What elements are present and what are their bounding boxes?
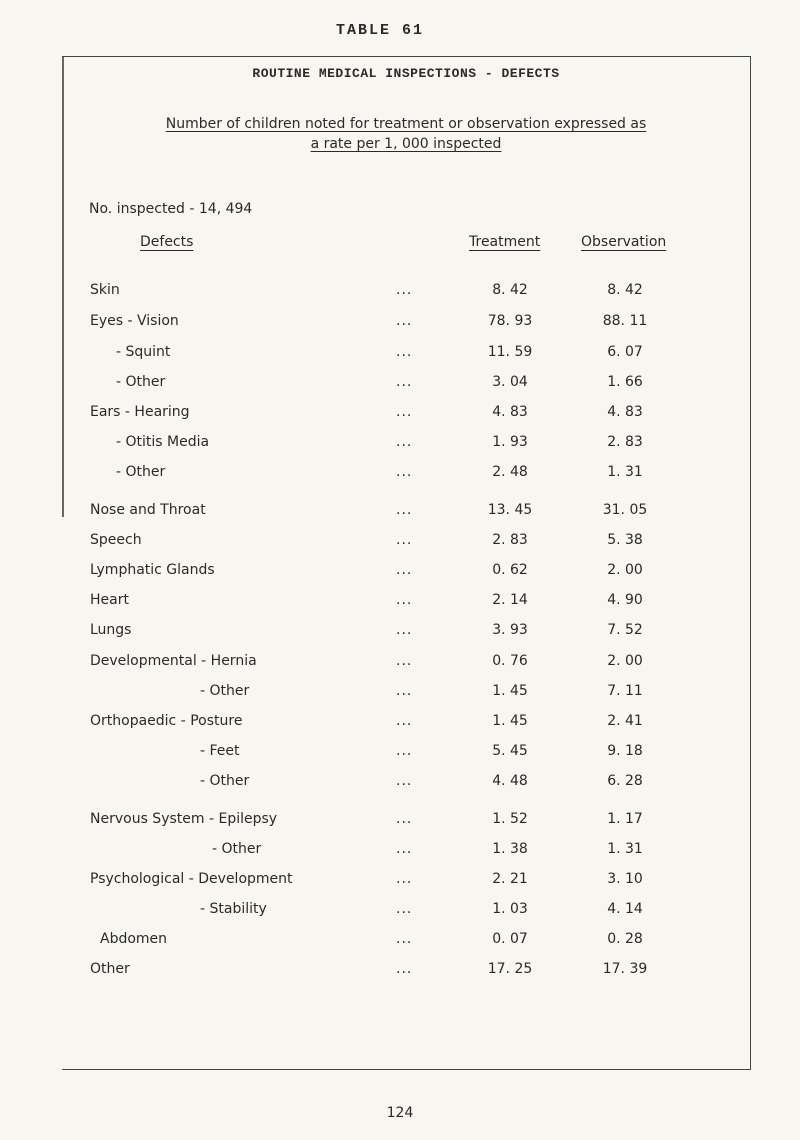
observation-rate: 2. 00	[607, 653, 643, 669]
inspected-count: No. inspected - 14, 494	[89, 201, 253, 217]
observation-rate: 1. 31	[607, 841, 643, 857]
treatment-rate: 2. 48	[492, 464, 528, 480]
observation-rate: 6. 28	[607, 773, 643, 789]
observation-rate: 2. 41	[607, 713, 643, 729]
treatment-rate: 3. 93	[492, 622, 528, 638]
defect-label: Heart	[90, 592, 129, 608]
table-row	[0, 532, 800, 552]
observation-rate: 1. 66	[607, 374, 643, 390]
table-row	[0, 434, 800, 454]
treatment-rate: 2. 14	[492, 592, 528, 608]
table-row	[0, 282, 800, 302]
treatment-rate: 2. 83	[492, 532, 528, 548]
table-row	[0, 841, 800, 861]
defect-label: - Squint	[116, 344, 171, 360]
treatment-rate: 0. 62	[492, 562, 528, 578]
leader-dots: ...	[396, 592, 413, 608]
table-number: TABLE 61	[335, 22, 424, 39]
defect-label: Developmental - Hernia	[90, 653, 257, 669]
defect-label: - Stability	[200, 901, 267, 917]
table-row	[0, 562, 800, 582]
treatment-rate: 1. 45	[492, 713, 528, 729]
defect-label: - Other	[116, 464, 166, 480]
leader-dots: ...	[396, 404, 413, 420]
defect-label: Speech	[90, 532, 142, 548]
treatment-rate: 3. 04	[492, 374, 528, 390]
leader-dots: ...	[396, 532, 413, 548]
observation-rate: 4. 90	[607, 592, 643, 608]
table-row	[0, 871, 800, 891]
subheading-line-1: Number of children noted for treatment or observation expressed as	[165, 116, 647, 132]
leader-dots: ...	[396, 871, 413, 887]
observation-rate: 31. 05	[602, 502, 648, 518]
leader-dots: ...	[396, 374, 413, 390]
treatment-rate: 0. 07	[492, 931, 528, 947]
treatment-rate: 1. 03	[492, 901, 528, 917]
table-row	[0, 313, 800, 333]
treatment-rate: 13. 45	[487, 502, 533, 518]
treatment-rate: 17. 25	[487, 961, 533, 977]
treatment-rate: 5. 45	[492, 743, 528, 759]
table-row	[0, 683, 800, 703]
defect-label: Other	[90, 961, 130, 977]
defect-label: Nervous System - Epilepsy	[90, 811, 278, 827]
defect-label: Eyes - Vision	[90, 313, 179, 329]
defect-label: Lungs	[90, 622, 132, 638]
observation-rate: 7. 11	[607, 683, 643, 699]
table-row	[0, 773, 800, 793]
table-row	[0, 344, 800, 364]
treatment-rate: 11. 59	[487, 344, 533, 360]
treatment-rate: 1. 52	[492, 811, 528, 827]
treatment-rate: 0. 76	[492, 653, 528, 669]
treatment-rate: 2. 21	[492, 871, 528, 887]
column-header-defects: Defects	[140, 234, 194, 250]
observation-rate: 4. 83	[607, 404, 643, 420]
defect-label: Orthopaedic - Posture	[90, 713, 243, 729]
defect-label: Skin	[90, 282, 120, 298]
defect-label: - Other	[116, 374, 166, 390]
observation-rate: 17. 39	[602, 961, 648, 977]
leader-dots: ...	[396, 464, 413, 480]
treatment-rate: 1. 45	[492, 683, 528, 699]
table-row	[0, 961, 800, 981]
treatment-rate: 1. 38	[492, 841, 528, 857]
table-row	[0, 811, 800, 831]
leader-dots: ...	[396, 622, 413, 638]
observation-rate: 7. 52	[607, 622, 643, 638]
column-header-observation: Observation	[581, 234, 667, 250]
leader-dots: ...	[396, 931, 413, 947]
table-row	[0, 374, 800, 394]
leader-dots: ...	[396, 683, 413, 699]
observation-rate: 6. 07	[607, 344, 643, 360]
treatment-rate: 1. 93	[492, 434, 528, 450]
observation-rate: 8. 42	[607, 282, 643, 298]
defect-label: - Feet	[200, 743, 240, 759]
observation-rate: 5. 38	[607, 532, 643, 548]
table-row	[0, 901, 800, 921]
defect-label: Nose and Throat	[90, 502, 206, 518]
observation-rate: 88. 11	[602, 313, 648, 329]
defect-label: Ears - Hearing	[90, 404, 190, 420]
table-subheading	[62, 114, 750, 154]
defect-label: - Otitis Media	[116, 434, 210, 450]
page-number: 124	[386, 1105, 414, 1121]
column-header-treatment: Treatment	[469, 234, 541, 250]
defect-label: Abdomen	[100, 931, 168, 947]
defect-label: Lymphatic Glands	[90, 562, 215, 578]
subheading-line-2: a rate per 1, 000 inspected	[310, 136, 502, 152]
leader-dots: ...	[396, 773, 413, 789]
leader-dots: ...	[396, 811, 413, 827]
table-heading: ROUTINE MEDICAL INSPECTIONS - DEFECTS	[252, 66, 560, 81]
leader-dots: ...	[396, 841, 413, 857]
observation-rate: 1. 17	[607, 811, 643, 827]
leader-dots: ...	[396, 901, 413, 917]
observation-rate: 2. 83	[607, 434, 643, 450]
observation-rate: 2. 00	[607, 562, 643, 578]
treatment-rate: 4. 83	[492, 404, 528, 420]
leader-dots: ...	[396, 344, 413, 360]
defect-label: - Other	[212, 841, 262, 857]
observation-rate: 4. 14	[607, 901, 643, 917]
leader-dots: ...	[396, 282, 413, 298]
defect-label: - Other	[200, 773, 250, 789]
table-row	[0, 622, 800, 642]
table-row	[0, 743, 800, 763]
table-row	[0, 464, 800, 484]
table-row	[0, 653, 800, 673]
observation-rate: 0. 28	[607, 931, 643, 947]
treatment-rate: 78. 93	[487, 313, 533, 329]
table-row	[0, 931, 800, 951]
observation-rate: 1. 31	[607, 464, 643, 480]
leader-dots: ...	[396, 313, 413, 329]
table-row	[0, 404, 800, 424]
leader-dots: ...	[396, 562, 413, 578]
leader-dots: ...	[396, 502, 413, 518]
leader-dots: ...	[396, 434, 413, 450]
table-row	[0, 502, 800, 522]
treatment-rate: 8. 42	[492, 282, 528, 298]
leader-dots: ...	[396, 961, 413, 977]
observation-rate: 3. 10	[607, 871, 643, 887]
leader-dots: ...	[396, 713, 413, 729]
table-row	[0, 713, 800, 733]
leader-dots: ...	[396, 653, 413, 669]
treatment-rate: 4. 48	[492, 773, 528, 789]
defect-label: Psychological - Development	[90, 871, 293, 887]
table-row	[0, 592, 800, 612]
defect-label: - Other	[200, 683, 250, 699]
leader-dots: ...	[396, 743, 413, 759]
observation-rate: 9. 18	[607, 743, 643, 759]
